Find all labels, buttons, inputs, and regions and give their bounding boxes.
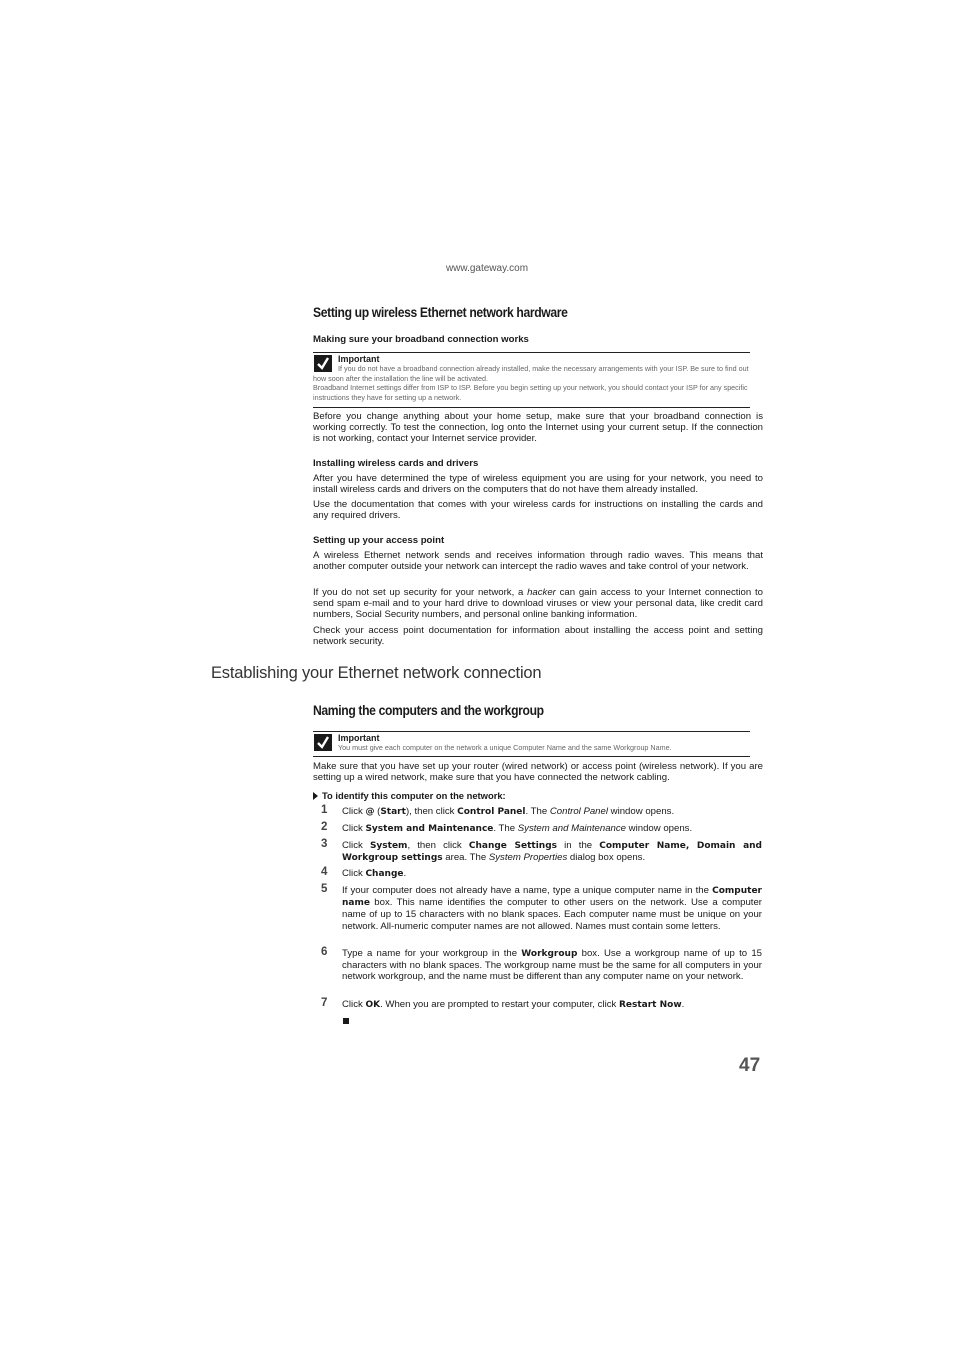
procedure-step: 1 Click @ (Start), then click Control Panel. The Control Panel window opens. bbox=[321, 804, 675, 817]
header-url: www.gateway.com bbox=[445, 263, 529, 274]
paragraph: Use the documentation that comes with your wireless cards for instructions on installing the cards and any required drivers. bbox=[313, 499, 763, 522]
procedure-step: 7 Click OK. When you are prompted to restart your computer, click Restart Now. bbox=[321, 997, 685, 1010]
arrow-right-icon bbox=[313, 792, 318, 800]
start-icon: @ bbox=[365, 807, 375, 817]
important-note-broadband bbox=[313, 352, 750, 408]
paragraph: If you do not set up security for your network, a hacker can gain access to your Internet connection to send spam e-mail and to your hard drive to download viruses or view your personal data, like credit card numbers, Social Security numbers, and personal online banking information. bbox=[313, 587, 763, 621]
paragraph: Before you change anything about your home setup, make sure that your broadband connection is working correctly. To test the connection, log onto the Internet using your current setup. If the connection is not working, contact your Internet service provider. bbox=[313, 411, 763, 445]
note-text: You must give each computer on the network a unique Computer Name and the same Workgroup Name. bbox=[338, 743, 672, 752]
procedure-step: 2 Click System and Maintenance. The System and Maintenance window opens. bbox=[321, 821, 693, 834]
procedure-step: 5 If your computer does not already have a name, type a unique computer name in the Computer name box. This name identifies the computer to other users on the network. Use a computer name of up to 15 characters with no blank spaces. Each computer name must be unique on your network. All-numeric computer names are not allowed. Names must contain some letters. bbox=[321, 883, 762, 932]
section-heading-wireless-hardware: Setting up wireless Ethernet network hardware bbox=[313, 305, 568, 320]
subheading-wireless-cards: Installing wireless cards and drivers bbox=[313, 458, 479, 469]
procedure-step: 3 Click System, then click Change Settings in the Computer Name, Domain and Workgroup settings area. The System Properties dialog box opens. bbox=[321, 838, 762, 864]
note-title: Important bbox=[338, 354, 380, 364]
note-text: Broadband Internet settings differ from ISP to ISP. Before you begin setting up your network, you should contact your ISP for any specific instructions they have for setting up a network. bbox=[313, 383, 748, 402]
paragraph: Check your access point documentation for information about installing the access point and setting network security. bbox=[313, 625, 763, 648]
paragraph: A wireless Ethernet network sends and receives information through radio waves. This means that another computer outside your network can intercept the radio waves and take control of your network. bbox=[313, 550, 763, 573]
subheading-access-point: Setting up your access point bbox=[313, 535, 445, 546]
procedure-step: 4 Click Change. bbox=[321, 866, 407, 879]
paragraph: Make sure that you have set up your router (wired network) or access point (wireless network). If you are setting up a wired network, make sure that you have connected the network cabling. bbox=[313, 761, 763, 784]
section-title-ethernet-connection: Establishing your Ethernet network connection bbox=[211, 664, 542, 682]
paragraph: After you have determined the type of wireless equipment you are using for your network, you need to install wireless cards and drivers on the computers that do not have them already installed. bbox=[313, 473, 763, 496]
subheading-broadband: Making sure your broadband connection works bbox=[313, 334, 529, 345]
note-text: If you do not have a broadband connection already installed, make the necessary arrangements with your ISP. Be sure to find out how soon after the installation the line will be activated. bbox=[313, 364, 749, 383]
end-of-procedure-marker bbox=[343, 1018, 349, 1024]
note-title: Important bbox=[338, 733, 380, 743]
procedure-heading: To identify this computer on the network: bbox=[313, 790, 506, 801]
page-number: 47 bbox=[739, 1055, 761, 1076]
important-note-naming bbox=[313, 731, 750, 757]
section-heading-naming: Naming the computers and the workgroup bbox=[313, 703, 544, 718]
procedure-step: 6 Type a name for your workgroup in the Workgroup box. Use a workgroup name of up to 15 characters with no blank spaces. The workgroup name must be the same for all computers in your network workgroup, and the name must be different than any computer name on your network. bbox=[321, 946, 762, 983]
